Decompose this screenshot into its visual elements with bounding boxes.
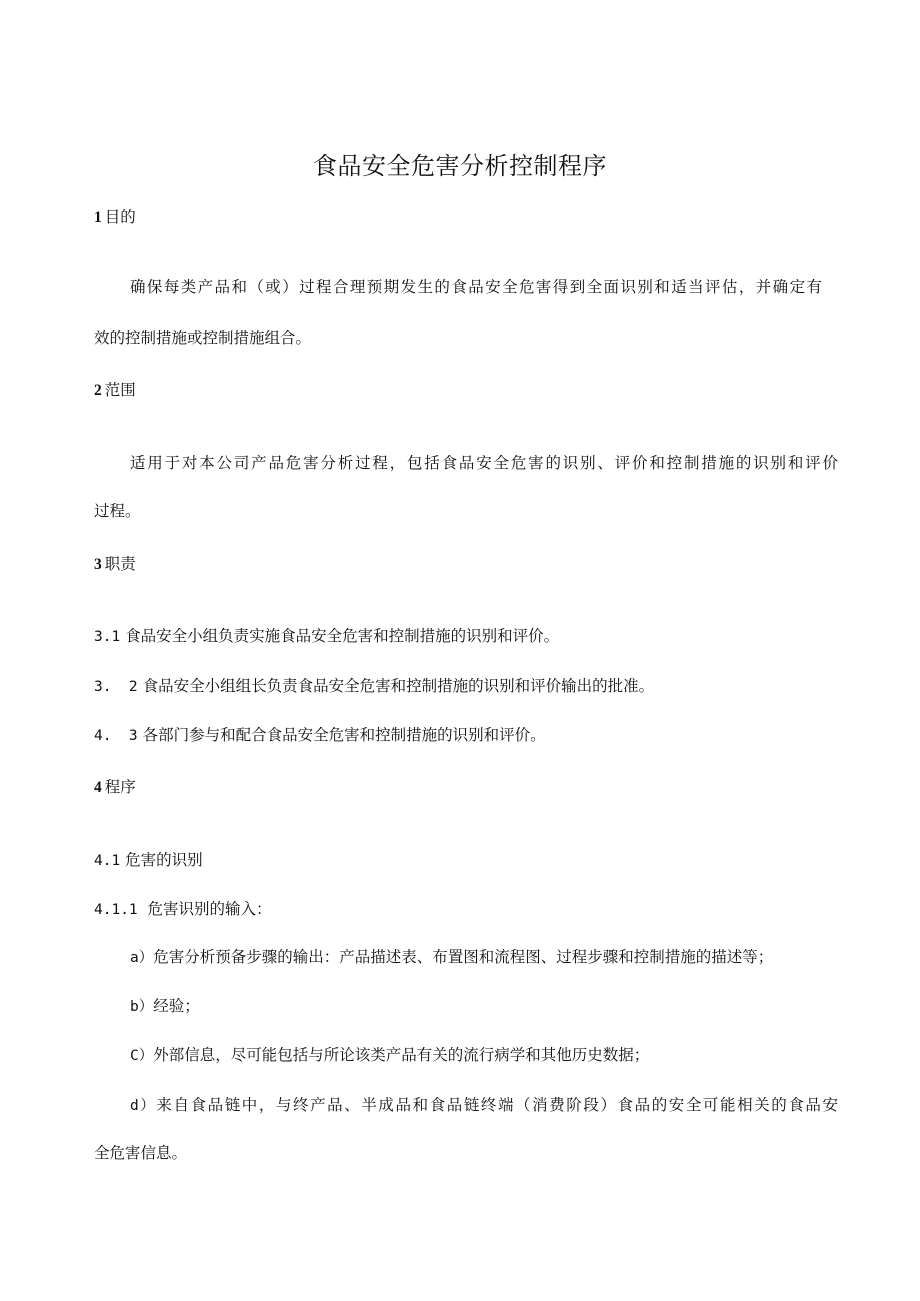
purpose-paragraph-line-2: 效的控制措施或控制措施组合。 — [94, 329, 312, 347]
list-text: 经验； — [153, 997, 200, 1015]
list-label: C） — [130, 1048, 154, 1064]
list-text: 外部信息，尽可能包括与所论该类产品有关的流行病学和其他历史数据； — [153, 1046, 650, 1064]
list-item-c — [130, 1045, 649, 1066]
list-item-a — [130, 947, 773, 968]
list-text: 危害分析预备步骤的输出：产品描述表、布置图和流程图、过程步骤和控制措施的描述等； — [153, 948, 774, 966]
section-heading-responsibility — [94, 554, 136, 575]
item-text: 食品安全小组负责实施食品安全危害和控制措施的识别和评价。 — [125, 627, 560, 645]
item-text: 食品安全小组组长负责食品安全危害和控制措施的识别和评价输出的批准。 — [142, 677, 655, 695]
item-text: 各部门参与和配合食品安全危害和控制措施的识别和评价。 — [142, 726, 546, 744]
list-label: b） — [130, 999, 154, 1015]
list-item-b — [130, 996, 200, 1017]
subsection-number: 4.1 — [94, 853, 121, 869]
subsection-heading — [94, 850, 203, 871]
section-number: 3 — [94, 556, 102, 573]
list-label: d） — [130, 1098, 157, 1114]
responsibility-item — [94, 676, 654, 697]
subsection-heading — [94, 899, 272, 920]
responsibility-item — [94, 626, 559, 647]
section-heading-scope — [94, 380, 136, 401]
section-number: 2 — [94, 382, 102, 399]
responsibility-item — [94, 725, 546, 746]
scope-paragraph-line-2: 过程。 — [94, 502, 141, 520]
list-item-d-continuation: 全危害信息。 — [94, 1144, 188, 1162]
section-title: 程序 — [104, 778, 136, 796]
item-number: 3. 2 — [94, 679, 138, 695]
item-number: 3.1 — [94, 629, 121, 645]
list-item-d — [130, 1095, 838, 1116]
section-title: 范围 — [104, 381, 136, 399]
section-number: 4 — [94, 779, 102, 796]
scope-paragraph-line-1: 适用于对本公司产品危害分析过程，包括食品安全危害的识别、评价和控制措施的识别和评价 — [130, 454, 838, 472]
document-title: 食品安全危害分析控制程序 — [313, 152, 607, 180]
item-number: 4. 3 — [94, 728, 138, 744]
list-text: 来自食品链中，与终产品、半成品和食品链终端（消费阶段）食品的安全可能相关的食品安 — [156, 1096, 838, 1114]
section-number: 1 — [94, 209, 102, 226]
section-title: 目的 — [104, 208, 136, 226]
subsection-number: 4.1.1 — [94, 902, 138, 918]
section-heading-purpose — [94, 207, 136, 228]
section-heading-procedure — [94, 777, 136, 798]
subsection-title: 危害识别的输入： — [147, 900, 272, 918]
section-title: 职责 — [104, 555, 136, 573]
subsection-title: 危害的识别 — [125, 851, 203, 869]
list-label: a） — [130, 950, 154, 966]
purpose-paragraph-line-1: 确保每类产品和（或）过程合理预期发生的食品安全危害得到全面识别和适当评估，并确定有 — [130, 278, 822, 296]
